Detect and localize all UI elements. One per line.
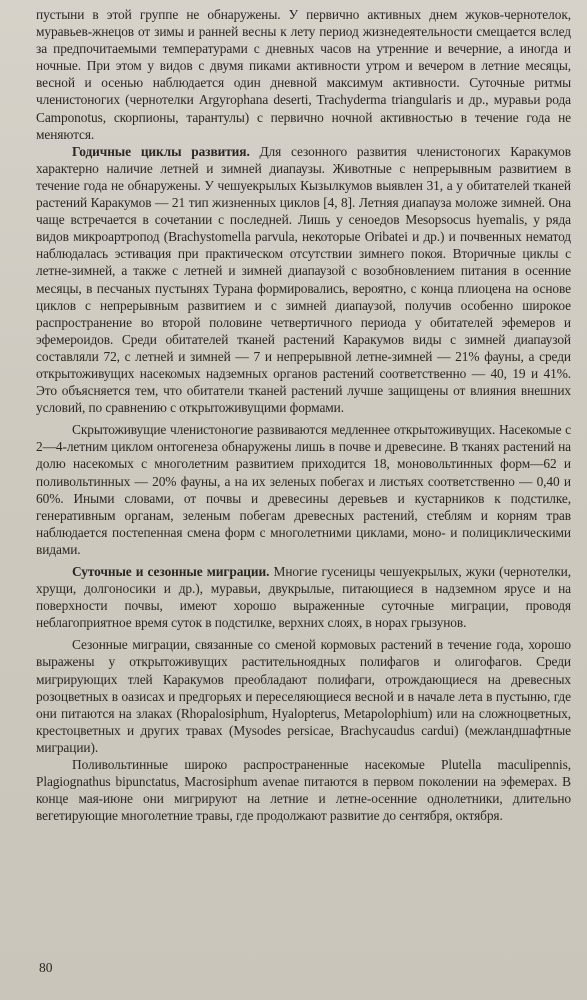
paragraph-6 — [36, 756, 571, 824]
paragraph-3 — [36, 421, 571, 558]
paragraph-1 — [36, 6, 571, 143]
body-text — [36, 6, 571, 824]
paragraph-text: Сезонные миграции, связанные со сменой кормовых растений в течение года, хорошо выражены у открытоживущих растительноядных полифагов и олигофагов. Среди мигрирующих тлей Каракумов преобладают полифаги, отрождающиеся на древесных розоцветных в оазисах и предгорьях и переселяющиеся весной и в начале лета в пустыню, где они питаются на злаках (Rhopalosiphum, Hyalopterus, Metapolophium) или на сложноцветных, крестоцветных и других травах (Mysodes persicae, Brachycaudus cardui) (межландшафтные миграции). — [36, 637, 571, 755]
page-number: 80 — [39, 960, 53, 975]
paragraph-text: пустыни в этой группе не обнаружены. У первично активных днем жуков-чернотелок, муравьев-жнецов от зимы и ранней весны к лету период жизнедеятельности смещается вслед за предпочитаемыми температурами с дневных часов на утренние и вечерние, а иногда и ночные. При этом у видов с двумя пиками активности утром и вечером в летние месяцы, весной и осенью наблюдается один дневной максимум активности. Суточные ритмы членистоногих (чернотелки Argyrophana deserti, Trachyderma triangularis и др., муравьи рода Camponotus, скорпионы, тарантулы) с первично ночной активностью в течение года не меняются. — [36, 7, 571, 142]
paragraph-text: Скрытоживущие членистоногие развиваются медленнее открытоживущих. Насекомые с 2—4-летним циклом онтогенеза обнаружены лишь в почве и древесине. В тканях растений на долю насекомых с многолетним развитием приходится 18, моновольтинных форм—62 и поливольтинных — 20% фауны, а на их зеленых побегах и листьях соответственно — 0,40 и 60%. Иными словами, от почвы и древесины деревьев и кустарников к подстилке, генеративным органам, зеленым побегам древесных растений, стеблям и корням трав наблюдается постепенная смена форм с многолетними циклами, моно- и полициклическими видами. — [36, 422, 571, 557]
paragraph-5 — [36, 636, 571, 756]
paragraph-text: Многие гусеницы чешуекрылых, жуки (чернотелки, хрущи, долгоносики и др.), муравьи, двукрылые, питающиеся в надземном ярусе и на поверхности почвы, имеют хорошо выраженные суточные миграции, проводя неблагоприятное время суток в подстилке, верхних слоях, в норах грызунов. — [36, 564, 571, 631]
section-heading-migrations: Суточные и сезонные миграции. — [72, 564, 270, 579]
paragraph-text: Для сезонного развития членистоногих Каракумов характерно наличие летней и зимней диапаузы. Животные с непрерывным развитием в течение года не обнаружены. У чешуекрылых Кызылкумов выявлен 31, а у обитателей тканей растений Каракумов — 21 тип жизненных циклов [4, 8]. Летняя диапауза моложе зимней. Она чаще встречается в сочетании с последней. Лишь у сеноедов Mesopsocus hyemalis, у ряда видов микроартропод (Brachystomella parvula, некоторые Oribatei и др.) и почвенных нематод наблюдалась эстивация при практическом отсутствии зимнего покоя. Вторичные циклы с летне-зимней, а также с летней и зимней диапаузой с возобновлением питания в осенние месяцы, в песчаных пустынях Турана формировались, вероятно, с конца плиоцена на основе циклов с непрерывным развитием и с зимней диапаузой, получив особенно широкое распространение во второй половине четвертичного периода у обитателей эфемеров и эфемероидов. Среди обитателей тканей растений Каракумов виды с зимней диапаузой составляли 72, с летней и зимней — 7 и непрерывной летне-зимней — 21% фауны, а среди открытоживущих насекомых надземных органов растений соответственно — 40, 19 и 41%. Это объясняется тем, что обитатели тканей растений лучше защищены от влияния внешних условий, по сравнению с открытоживущими формами. — [36, 143, 571, 416]
section-heading-annual-cycles: Годичные циклы развития. — [72, 143, 250, 159]
paragraph-2 — [36, 143, 571, 417]
paragraph-4 — [36, 563, 571, 631]
paragraph-text: Поливольтинные широко распространенные насекомые Plutella maculipennis, Plagiognathus bipunctatus, Macrosiphum avenae питаются в первом поколении на эфемерах. В конце мая-июне они мигрируют на летние и летне-осенние однолетники, длительно вегетирующие многолетние травы, где продолжают развитие до сентября, октября. — [36, 757, 571, 824]
